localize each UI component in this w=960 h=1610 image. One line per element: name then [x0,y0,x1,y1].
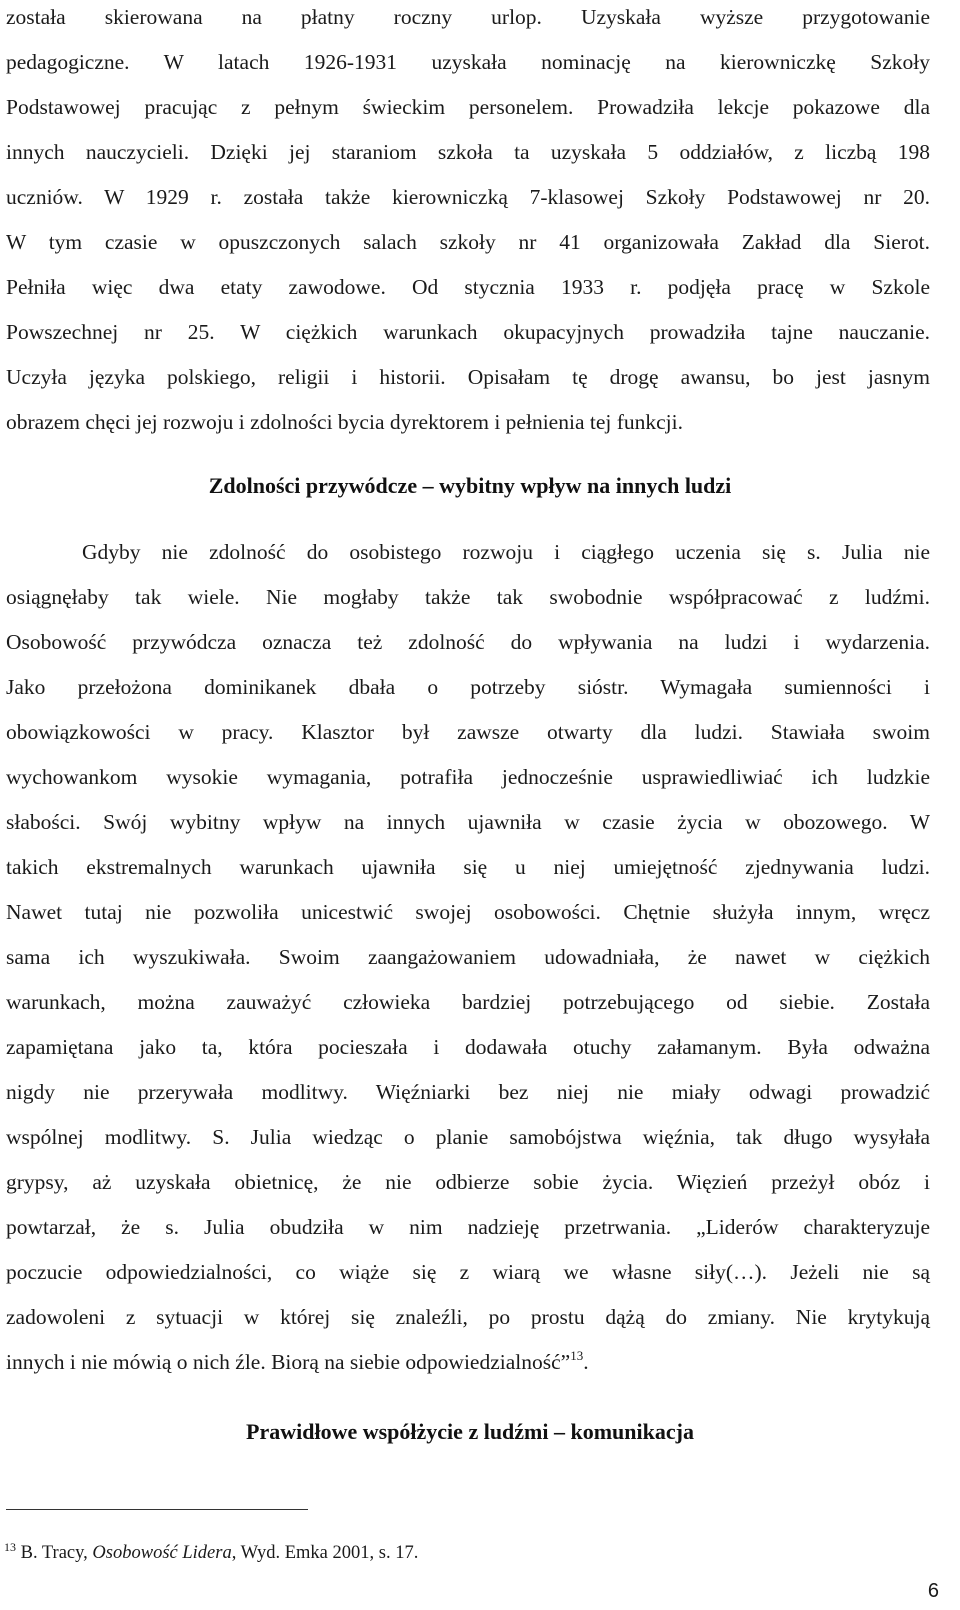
text-line-content: innych i nie mówią o nich źle. Biorą na siebie odpowiedzialność” [6,1350,571,1374]
text-line: Powszechnej nr 25. W ciężkich warunkach okupacyjnych prowadziła tajne nauczanie. [6,320,930,344]
text-line: Nawet tutaj nie pozwoliła unicestwić swojej osobowości. Chętnie służyła innym, wręcz [6,900,930,924]
text-line: uczniów. W 1929 r. została także kierowniczką 7-klasowej Szkoły Podstawowej nr 20. [6,185,930,209]
text-line: powtarzał, że s. Julia obudziła w nim nadzieję przetrwania. „Liderów charakteryzuje [6,1215,930,1239]
text-line: sama ich wyszukiwała. Swoim zaangażowaniem udowadniała, że nawet w ciężkich [6,945,930,969]
footnote-text: B. Tracy, [16,1543,93,1563]
text-line: słabości. Swój wybitny wpływ na innych ujawniła w czasie życia w obozowego. W [6,810,930,834]
text-line-end: . [583,1350,589,1374]
text-line: Pełniła więc dwa etaty zawodowe. Od stycznia 1933 r. podjęła pracę w Szkole [6,275,930,299]
text-line: osiągnęłaby tak wiele. Nie mogłaby także tak swobodnie współpracować z ludźmi. [6,585,930,609]
text-line: Podstawowej pracując z pełnym świeckim personelem. Prowadziła lekcje pokazowe dla [6,95,930,119]
text-line: takich ekstremalnych warunkach ujawniła się u niej umiejętność zjednywania ludzi. [6,855,930,879]
text-line: Osobowość przywódcza oznacza też zdolność do wpływania na ludzi i wydarzenia. [6,630,930,654]
text-line: grypsy, aż uzyskała obietnicę, że nie odbierze sobie życia. Więzień przeżył obóz i [6,1170,930,1194]
text-line: obrazem chęci jej rozwoju i zdolności bycia dyrektorem i pełnienia tej funkcji. [6,410,683,434]
text-line: W tym czasie w opuszczonych salach szkoły nr 41 organizowała Zakład dla Sierot. [6,230,930,254]
text-line: zapamiętana jako ta, która pocieszała i dodawała otuchy załamanym. Była odważna [6,1035,930,1059]
text-line: wychowankom wysokie wymagania, potrafiła jednocześnie usprawiedliwiać ich ludzkie [6,765,930,789]
section-heading: Prawidłowe współżycie z ludźmi – komunikacja [246,1419,694,1444]
text-line: pedagogiczne. W latach 1926-1931 uzyskała nominację na kierowniczkę Szkoły [6,50,930,74]
text-line: warunkach, można zauważyć człowieka bardziej potrzebującego od siebie. Została [6,990,930,1014]
text-line: została skierowana na płatny roczny urlop. Uzyskała wyższe przygotowanie [6,5,930,29]
footnote-book-title: Osobowość Lidera [92,1543,232,1563]
footnote-reference[interactable]: 13 [570,1348,584,1363]
text-line: obowiązkowości w pracy. Klasztor był zawsze otwarty dla ludzi. Stawiała swoim [6,720,930,744]
section-heading: Zdolności przywódcze – wybitny wpływ na innych ludzi [208,473,732,498]
footnote-separator [6,1509,308,1510]
text-line: poczucie odpowiedzialności, co wiąże się z wiarą we własne siły(…). Jeżeli nie są [6,1260,930,1284]
footnote-number: 13 [4,1540,16,1554]
text-line: Uczyła języka polskiego, religii i historii. Opisałam tę drogę awansu, bo jest jasnym [6,365,930,389]
text-line: Gdyby nie zdolność do osobistego rozwoju i ciągłego uczenia się s. Julia nie [82,540,930,564]
text-line: innych nauczycieli. Dzięki jej staraniom szkoła ta uzyskała 5 oddziałów, z liczbą 198 [6,140,930,164]
footnote [4,1535,418,1565]
text-line: Jako przełożona dominikanek dbała o potrzeby sióstr. Wymagała sumienności i [6,675,930,699]
text-line: zadowoleni z sytuacji w której się znaleźli, po prostu dążą do zmiany. Nie krytykują [6,1305,930,1329]
text-line: wspólnej modlitwy. S. Julia wiedząc o planie samobójstwa więźnia, tak długo wysyłała [6,1125,930,1149]
footnote-text: , Wyd. Emka 2001, s. 17. [231,1543,419,1563]
text-line: nigdy nie przerywała modlitwy. Więźniarki bez niej nie miały odwagi prowadzić [6,1080,930,1104]
text-line [6,1347,930,1377]
page-number: 6 [927,1580,939,1602]
